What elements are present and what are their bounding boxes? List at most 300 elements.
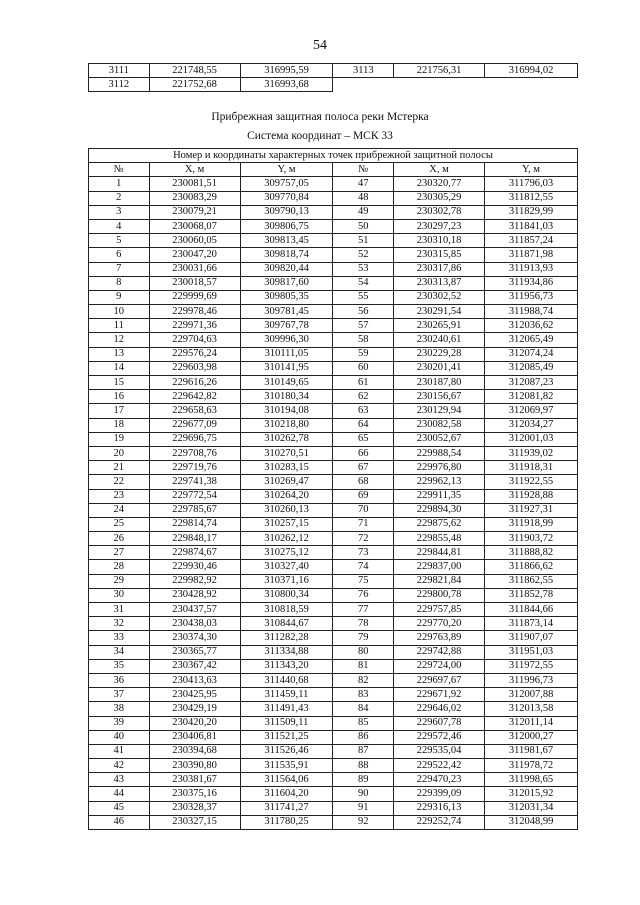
table-cell: 311951,03 — [485, 645, 578, 659]
table-cell: 229757,85 — [394, 603, 485, 617]
table-cell: 73 — [333, 546, 394, 560]
table-cell: 309820,44 — [240, 262, 333, 276]
table-cell: 36 — [89, 673, 150, 687]
table-cell: 23 — [89, 489, 150, 503]
table-cell: 229837,00 — [394, 560, 485, 574]
table-row — [89, 319, 578, 333]
table-cell: 20 — [89, 446, 150, 460]
table-cell: 230302,78 — [394, 205, 485, 219]
table-row — [89, 262, 578, 276]
table-cell: 311939,02 — [485, 446, 578, 460]
table-cell: 52 — [333, 248, 394, 262]
table-cell: 74 — [333, 560, 394, 574]
table-cell: 312034,27 — [485, 418, 578, 432]
table-row — [89, 347, 578, 361]
table-cell: 310264,20 — [240, 489, 333, 503]
table-cell: 230060,05 — [149, 234, 240, 248]
table-cell: 4 — [89, 219, 150, 233]
table-cell: 311282,28 — [240, 631, 333, 645]
table-row — [89, 532, 578, 546]
table-cell: 230068,07 — [149, 219, 240, 233]
table-row — [89, 744, 578, 758]
table-row — [89, 503, 578, 517]
table-cell: 25 — [89, 517, 150, 531]
table-cell: 27 — [89, 546, 150, 560]
table-cell: 3111 — [89, 64, 150, 78]
table-cell: 49 — [333, 205, 394, 219]
table-cell: 57 — [333, 319, 394, 333]
table-cell: 311862,55 — [485, 574, 578, 588]
table-cell: 70 — [333, 503, 394, 517]
table-cell: 3 — [89, 205, 150, 219]
header-x-right: X, м — [394, 163, 485, 177]
table-cell: 311812,55 — [485, 191, 578, 205]
table-cell: 40 — [89, 730, 150, 744]
table-cell: 229671,92 — [394, 688, 485, 702]
table-row — [89, 645, 578, 659]
table-cell: 311873,14 — [485, 617, 578, 631]
table-row — [89, 177, 578, 191]
table-cell: 230018,57 — [149, 276, 240, 290]
table-cell: 229814,74 — [149, 517, 240, 531]
table-cell: 229399,09 — [394, 787, 485, 801]
table-cell: 230381,67 — [149, 773, 240, 787]
table-cell: 8 — [89, 276, 150, 290]
table-cell: 17 — [89, 404, 150, 418]
table-title-row — [89, 149, 578, 163]
table-cell: 311972,55 — [485, 659, 578, 673]
table-cell: 230394,68 — [149, 744, 240, 758]
table-cell: 30 — [89, 588, 150, 602]
table-cell: 310180,34 — [240, 390, 333, 404]
table-cell: 229742,88 — [394, 645, 485, 659]
table-cell: 75 — [333, 574, 394, 588]
table-cell: 77 — [333, 603, 394, 617]
table-cell: 230317,86 — [394, 262, 485, 276]
table-row — [89, 219, 578, 233]
table-cell: 309817,60 — [240, 276, 333, 290]
table-cell: 229894,30 — [394, 503, 485, 517]
table-cell: 311928,88 — [485, 489, 578, 503]
table-cell: 89 — [333, 773, 394, 787]
table-row — [89, 631, 578, 645]
table-row — [89, 305, 578, 319]
table-row — [89, 234, 578, 248]
table-cell: 64 — [333, 418, 394, 432]
table-cell: 11 — [89, 319, 150, 333]
table-cell: 230328,37 — [149, 801, 240, 815]
table-cell: 312031,34 — [485, 801, 578, 815]
table-cell: 311871,98 — [485, 248, 578, 262]
table-cell: 10 — [89, 305, 150, 319]
header-x-left: X, м — [149, 163, 240, 177]
table-cell: 310844,67 — [240, 617, 333, 631]
table-cell: 230079,21 — [149, 205, 240, 219]
table-cell: 310269,47 — [240, 475, 333, 489]
table-cell: 310149,65 — [240, 376, 333, 390]
table-cell: 229708,76 — [149, 446, 240, 460]
table-cell: 312065,49 — [485, 333, 578, 347]
table-cell: 316993,68 — [240, 78, 333, 92]
table-cell: 81 — [333, 659, 394, 673]
table-cell: 230375,16 — [149, 787, 240, 801]
table-cell: 221752,68 — [149, 78, 240, 92]
table-cell: 230047,20 — [149, 248, 240, 262]
river-caption: Прибрежная защитная полоса реки Мстерка — [211, 111, 429, 123]
table-cell: 229646,02 — [394, 702, 485, 716]
table-cell: 47 — [333, 177, 394, 191]
table-cell: 230425,95 — [149, 688, 240, 702]
table-cell: 316994,02 — [485, 64, 578, 78]
table-cell: 311978,72 — [485, 759, 578, 773]
table-cell: 312015,92 — [485, 787, 578, 801]
table-cell: 1 — [89, 177, 150, 191]
table-cell: 311509,11 — [240, 716, 333, 730]
table-cell: 230313,87 — [394, 276, 485, 290]
table-row — [89, 603, 578, 617]
table-cell: 14 — [89, 361, 150, 375]
page-number: 54 — [313, 38, 327, 53]
table-cell: 67 — [333, 461, 394, 475]
table-cell: 229770,20 — [394, 617, 485, 631]
table-cell: 86 — [333, 730, 394, 744]
table-cell: 229252,74 — [394, 815, 485, 829]
table-cell: 310218,80 — [240, 418, 333, 432]
table-row — [89, 333, 578, 347]
table-cell: 311866,62 — [485, 560, 578, 574]
table-cell: 58 — [333, 333, 394, 347]
table-cell: 229911,35 — [394, 489, 485, 503]
table-cell: 229855,48 — [394, 532, 485, 546]
table-cell: 230365,77 — [149, 645, 240, 659]
table-cell: 230187,80 — [394, 376, 485, 390]
table-cell: 92 — [333, 815, 394, 829]
table-cell: 229607,78 — [394, 716, 485, 730]
coordinates-table — [88, 148, 578, 830]
table-cell: 310371,16 — [240, 574, 333, 588]
table-cell: 312048,99 — [485, 815, 578, 829]
table-title: Номер и координаты характерных точек прибрежной защитной полосы — [89, 149, 578, 163]
table-cell: 35 — [89, 659, 150, 673]
table-cell: 230320,77 — [394, 177, 485, 191]
table-cell: 230297,23 — [394, 219, 485, 233]
table-cell: 311564,06 — [240, 773, 333, 787]
table-row — [89, 702, 578, 716]
table-cell: 3112 — [89, 78, 150, 92]
table-cell: 68 — [333, 475, 394, 489]
table-cell: 66 — [333, 446, 394, 460]
table-cell: 83 — [333, 688, 394, 702]
table-cell: 33 — [89, 631, 150, 645]
table-cell: 229642,82 — [149, 390, 240, 404]
table-cell: 311741,27 — [240, 801, 333, 815]
table-cell: 230302,52 — [394, 290, 485, 304]
table-cell: 69 — [333, 489, 394, 503]
table-cell: 310262,12 — [240, 532, 333, 546]
table-cell: 62 — [333, 390, 394, 404]
table-row — [89, 376, 578, 390]
table-cell: 312000,27 — [485, 730, 578, 744]
table-cell: 26 — [89, 532, 150, 546]
table-cell: 42 — [89, 759, 150, 773]
continuation-table — [88, 63, 578, 92]
table-cell: 59 — [333, 347, 394, 361]
table-cell: 312081,82 — [485, 390, 578, 404]
empty-cell — [333, 78, 394, 92]
table-cell: 311841,03 — [485, 219, 578, 233]
table-cell: 311888,82 — [485, 546, 578, 560]
table-cell: 76 — [333, 588, 394, 602]
table-cell: 311491,43 — [240, 702, 333, 716]
table-cell: 21 — [89, 461, 150, 475]
table-cell: 229616,26 — [149, 376, 240, 390]
table-cell: 312085,49 — [485, 361, 578, 375]
table-cell: 311535,91 — [240, 759, 333, 773]
table-cell: 229603,98 — [149, 361, 240, 375]
table-cell: 230305,29 — [394, 191, 485, 205]
table-cell: 50 — [333, 219, 394, 233]
table-cell: 310141,95 — [240, 361, 333, 375]
table-cell: 230240,61 — [394, 333, 485, 347]
table-cell: 229848,17 — [149, 532, 240, 546]
table-row — [89, 517, 578, 531]
table-cell: 56 — [333, 305, 394, 319]
table-row — [89, 276, 578, 290]
table-cell: 311918,99 — [485, 517, 578, 531]
table-row — [89, 673, 578, 687]
table-cell: 311857,24 — [485, 234, 578, 248]
table-row — [89, 773, 578, 787]
table-row — [89, 432, 578, 446]
table-cell: 310194,08 — [240, 404, 333, 418]
table-cell: 230390,80 — [149, 759, 240, 773]
table-cell: 31 — [89, 603, 150, 617]
table-row — [89, 688, 578, 702]
table-cell: 229874,67 — [149, 546, 240, 560]
table-cell: 229800,78 — [394, 588, 485, 602]
table-row — [89, 290, 578, 304]
coordinate-system-caption: Система координат – МСК 33 — [247, 130, 393, 142]
table-cell: 229696,75 — [149, 432, 240, 446]
table-cell: 53 — [333, 262, 394, 276]
table-cell: 28 — [89, 560, 150, 574]
header-number-left: № — [89, 163, 150, 177]
empty-cell — [485, 78, 578, 92]
table-cell: 229677,09 — [149, 418, 240, 432]
table-row — [89, 205, 578, 219]
table-cell: 229930,46 — [149, 560, 240, 574]
table-cell: 87 — [333, 744, 394, 758]
table-cell: 311907,07 — [485, 631, 578, 645]
table-cell: 311852,78 — [485, 588, 578, 602]
table-cell: 311844,66 — [485, 603, 578, 617]
table-cell: 3113 — [333, 64, 394, 78]
table-cell: 230265,91 — [394, 319, 485, 333]
table-cell: 230428,92 — [149, 588, 240, 602]
table-cell: 229875,62 — [394, 517, 485, 531]
table-cell: 311927,31 — [485, 503, 578, 517]
table-cell: 312074,24 — [485, 347, 578, 361]
table-cell: 311334,88 — [240, 645, 333, 659]
table-cell: 230327,15 — [149, 815, 240, 829]
table-cell: 37 — [89, 688, 150, 702]
table-cell: 311796,03 — [485, 177, 578, 191]
table-cell: 229316,13 — [394, 801, 485, 815]
table-cell: 311526,46 — [240, 744, 333, 758]
table-row — [89, 191, 578, 205]
table-cell: 229785,67 — [149, 503, 240, 517]
table-cell: 78 — [333, 617, 394, 631]
header-number-right: № — [333, 163, 394, 177]
table-cell: 309996,30 — [240, 333, 333, 347]
table-cell: 229976,80 — [394, 461, 485, 475]
table-cell: 229697,67 — [394, 673, 485, 687]
table-cell: 229844,81 — [394, 546, 485, 560]
table-row — [89, 815, 578, 829]
table-cell: 309790,13 — [240, 205, 333, 219]
table-cell: 310257,15 — [240, 517, 333, 531]
table-row — [89, 730, 578, 744]
table-cell: 51 — [333, 234, 394, 248]
table-cell: 229741,38 — [149, 475, 240, 489]
table-row — [89, 716, 578, 730]
table-cell: 16 — [89, 390, 150, 404]
table-cell: 230201,41 — [394, 361, 485, 375]
table-cell: 230031,66 — [149, 262, 240, 276]
table-cell: 80 — [333, 645, 394, 659]
table-cell: 6 — [89, 248, 150, 262]
table-cell: 310283,15 — [240, 461, 333, 475]
table-row — [89, 588, 578, 602]
table-cell: 230374,30 — [149, 631, 240, 645]
table-cell: 311440,68 — [240, 673, 333, 687]
table-cell: 230310,18 — [394, 234, 485, 248]
table-cell: 229982,92 — [149, 574, 240, 588]
table-cell: 230052,67 — [394, 432, 485, 446]
table-cell: 230229,28 — [394, 347, 485, 361]
table-cell: 55 — [333, 290, 394, 304]
table-row — [89, 759, 578, 773]
table-header-row — [89, 163, 578, 177]
table-cell: 54 — [333, 276, 394, 290]
table-cell: 312069,97 — [485, 404, 578, 418]
table-cell: 309806,75 — [240, 219, 333, 233]
table-cell: 229704,63 — [149, 333, 240, 347]
table-cell: 45 — [89, 801, 150, 815]
table-cell: 311913,93 — [485, 262, 578, 276]
table-cell: 309805,35 — [240, 290, 333, 304]
table-cell: 311996,73 — [485, 673, 578, 687]
table-cell: 310262,78 — [240, 432, 333, 446]
table-row — [89, 801, 578, 815]
table-cell: 29 — [89, 574, 150, 588]
table-row — [89, 574, 578, 588]
table-cell: 82 — [333, 673, 394, 687]
table-cell: 311918,31 — [485, 461, 578, 475]
table-cell: 19 — [89, 432, 150, 446]
table-cell: 310818,59 — [240, 603, 333, 617]
table-cell: 311521,25 — [240, 730, 333, 744]
table-cell: 229999,69 — [149, 290, 240, 304]
table-cell: 311829,99 — [485, 205, 578, 219]
table-cell: 309767,78 — [240, 319, 333, 333]
table-cell: 7 — [89, 262, 150, 276]
table-cell: 230420,20 — [149, 716, 240, 730]
table-cell: 229724,00 — [394, 659, 485, 673]
table-cell: 9 — [89, 290, 150, 304]
table-cell: 312007,88 — [485, 688, 578, 702]
table-cell: 230406,81 — [149, 730, 240, 744]
table-cell: 310270,51 — [240, 446, 333, 460]
table-cell: 309781,45 — [240, 305, 333, 319]
header-y-right: Y, м — [485, 163, 578, 177]
table-cell: 72 — [333, 532, 394, 546]
table-cell: 22 — [89, 475, 150, 489]
table-cell: 230437,57 — [149, 603, 240, 617]
table-row — [89, 546, 578, 560]
table-cell: 311934,86 — [485, 276, 578, 290]
table-cell: 311343,20 — [240, 659, 333, 673]
table-cell: 229470,23 — [394, 773, 485, 787]
table-cell: 230438,03 — [149, 617, 240, 631]
table-cell: 309813,45 — [240, 234, 333, 248]
table-cell: 311988,74 — [485, 305, 578, 319]
table-row — [89, 560, 578, 574]
table-cell: 230081,51 — [149, 177, 240, 191]
header-y-left: Y, м — [240, 163, 333, 177]
table-cell: 60 — [333, 361, 394, 375]
table-cell: 312001,03 — [485, 432, 578, 446]
table-cell: 309757,05 — [240, 177, 333, 191]
table-row — [89, 787, 578, 801]
table-cell: 63 — [333, 404, 394, 418]
table-cell: 230083,29 — [149, 191, 240, 205]
table-cell: 229658,63 — [149, 404, 240, 418]
table-cell: 229763,89 — [394, 631, 485, 645]
table-cell: 310260,13 — [240, 503, 333, 517]
table-cell: 312036,62 — [485, 319, 578, 333]
table-cell: 38 — [89, 702, 150, 716]
table-cell: 34 — [89, 645, 150, 659]
table-row — [89, 78, 578, 92]
table-cell: 229572,46 — [394, 730, 485, 744]
table-cell: 309818,74 — [240, 248, 333, 262]
table-cell: 65 — [333, 432, 394, 446]
empty-cell — [394, 78, 485, 92]
table-cell: 311956,73 — [485, 290, 578, 304]
table-cell: 229719,76 — [149, 461, 240, 475]
table-cell: 229522,42 — [394, 759, 485, 773]
table-row — [89, 390, 578, 404]
table-cell: 230315,85 — [394, 248, 485, 262]
table-cell: 221756,31 — [394, 64, 485, 78]
table-row — [89, 446, 578, 460]
table-cell: 5 — [89, 234, 150, 248]
table-cell: 311780,25 — [240, 815, 333, 829]
table-cell: 229971,36 — [149, 319, 240, 333]
table-cell: 12 — [89, 333, 150, 347]
table-row — [89, 418, 578, 432]
table-row — [89, 64, 578, 78]
table-row — [89, 617, 578, 631]
table-cell: 91 — [333, 801, 394, 815]
table-cell: 311998,65 — [485, 773, 578, 787]
table-cell: 18 — [89, 418, 150, 432]
table-cell: 229978,46 — [149, 305, 240, 319]
table-cell: 311604,20 — [240, 787, 333, 801]
table-cell: 310327,40 — [240, 560, 333, 574]
table-cell: 43 — [89, 773, 150, 787]
